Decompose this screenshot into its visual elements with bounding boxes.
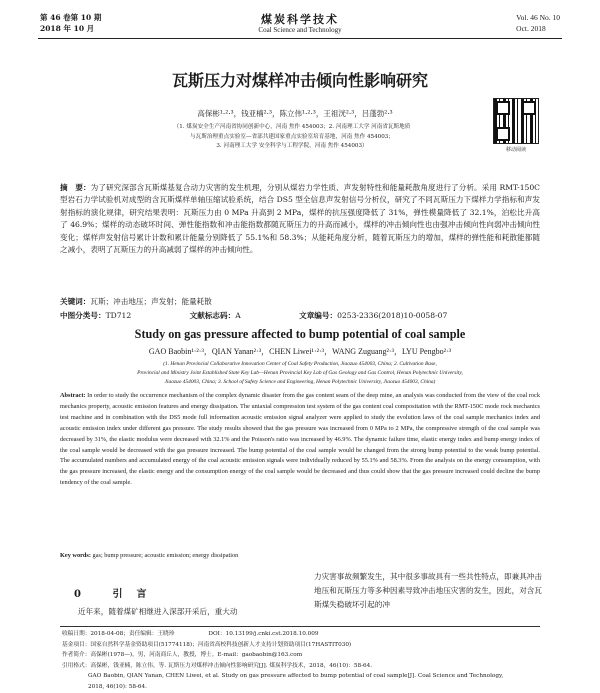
affiliation-en-line: Jiaozuo 454003, China; 3. School of Safety Science and Engineering, Henan Polytechnic University, Jiaozuo 454003, China) <box>164 379 436 385</box>
header-volume-cn: 第 46 卷第 10 期 <box>40 13 102 22</box>
funding-note: 基金项目：国家自然科学基金资助项目(51774118)；河南省高校科技创新人才支持计划资助项目(17HASTIT030) <box>62 641 352 648</box>
abstract-en-text: In order to study the occurrence mechanism of the complex dynamic disaster from the gas content seam of the deep mine, an analysis was conducted from the view of the coal rock mechanics property, acoustic emission features and energy dissipation. The uniaxial compression test system of the gas content coal compositation with the RMT-150C mode rock mechanics test machine and in combination with the DS5 mode full information acoustic emission signal analyzer were applied to study the evolution laws of the coal sample mechanics index and acoustic emission index under different gas pressure. The study results showed that the gas pressure was increased from 0 MPa to 2 MPa, the compressive strength of the coal sample was decreased by 31%, the elastic modulus were decreased with 32.1% and the Poisson's ratio was increased by 46.9%. The dynamic failure time, elastic energy index and bump energy index of the coal sample would be decreased with the gas pressure increased. The bump potential of the coal sample would be changed from the strong bump potential to the weak bump potential. The accumulated numbers and accumulated energy of the coal acoustic emission signals were individually reduced by 55.1% and 58.3%. From the analysis on the energy consumption, with the gas pressure increased, the elastic energy and the consumption energy of the coal sample would be decreased and thus could show that the gas pressure increased could decline the bump tendency of the coal sample. <box>60 392 540 487</box>
affiliation-cn-line: 与瓦斯治理重点实验室—省部共建国家重点实验室培育基地，河南 焦作 454003； <box>190 133 394 140</box>
authors-cn: 高保彬¹·²·³，钱亚楠²·³，陈立伟¹·²·³，王祖洸²·³，吕蓬勃²·³ <box>197 109 393 118</box>
clc-value: TD712 <box>105 311 132 320</box>
affiliation-en-line: Provincial and Ministry Joint Established State Key Lab—Henan Provincial Key Lab of Gas Geology and Gas Control, Henan Polytechnic University, <box>137 370 463 376</box>
header-date-cn: 2018 年 10 月 <box>40 24 95 33</box>
footnote-divider <box>60 626 540 627</box>
qr-finder-icon <box>496 101 510 115</box>
header-date-en: Oct. 2018 <box>516 24 546 33</box>
footnote-line <box>62 629 542 640</box>
header-volume-en: Vol. 46 No. 10 <box>516 13 560 22</box>
abstract-en-label: Abstract: <box>60 392 86 399</box>
received-date: 收稿日期：2018-04-08；责任编辑：王晓珍 <box>62 631 175 637</box>
abstract-en <box>60 391 540 489</box>
intro-paragraph-right: 力灾害事故频繁发生，其中很多事故具有一些共性特点，即兼具冲击地压和瓦斯压力等多种因素导致冲击地压灾害的发生，因此，对含瓦斯煤失稳破坏引起的冲 <box>314 572 542 609</box>
affiliations-en <box>62 360 538 387</box>
doc-code-label: 文献标志码： <box>189 311 236 320</box>
abstract-cn-text: 为了研究深部含瓦斯煤基复合动力灾害的发生机理，分别从煤岩力学性质、声发射特性和能量耗散角度进行了分析。采用 RMT-150C 型岩石力学试验机对成型的含瓦斯煤样单轴压缩试验系统，结合 DS5 型全信息声发射信号分析仪，研究了不同瓦斯压力下煤样力学指标和声发射指标的演化规律，研究结果表明：瓦斯压力由 0 MPa 升高到 2 MPa，煤样的抗压强度降低了 31%，弹性模量降低了 32.1%，泊松比升高了 46.9%；煤样的动态破坏时间、弹性能指数和冲击能指数都随瓦斯压力的升高而减小，煤样的冲击倾向性也由强冲击倾向性向弱冲击倾向性变化；煤样声发射信号累计计数和累计能量分别降低了 55.1%和 58.3%；从能耗角度分析，随着瓦斯压力的增加，煤样的弹性能和耗散能都随之减小，表明了瓦斯压力的升高减弱了煤样的冲击倾向性。 <box>60 183 540 255</box>
section-heading-intro <box>74 585 160 600</box>
qr-caption: 移动阅读 <box>505 147 526 153</box>
author-bio: 作者简介：高保彬(1978—)，男，河南商丘人，教授，博士。E-mail：gaobaobin@163.com <box>62 652 303 659</box>
affiliation-cn-line: 3. 河南理工大学 安全科学与工程学院，河南 焦作 454003） <box>216 143 368 149</box>
article-no-value: 0253-2336(2018)10-0058-07 <box>337 311 448 320</box>
keywords-cn-label: 关键词： <box>60 297 91 306</box>
keywords-en-text: gas; bump pressure; acoustic emission; energy dissipation <box>92 552 239 559</box>
abstract-cn-label: 摘 要： <box>60 183 91 192</box>
citation-en-line: GAO Baobin, QIAN Yanan, CHEN Liwei, et al. Study on gas pressure affected to bump potential of coal sample[J]. Coal Science and Technology, <box>88 673 504 680</box>
classification-row <box>60 310 540 321</box>
clc-label: 中图分类号： <box>60 311 106 320</box>
keywords-en <box>60 552 540 559</box>
citation-en-line: 2018, 46(10): 58-64. <box>88 683 147 690</box>
section-number: 0 <box>74 589 95 600</box>
article-no-label: 文章编号： <box>299 311 338 320</box>
qr-finder-icon <box>496 127 510 141</box>
journal-title-en: Coal Science and Technology <box>258 26 342 34</box>
article-no-field <box>299 311 475 320</box>
citation-cn: 引用格式：高保彬，钱亚楠，陈立伟，等. 瓦斯压力对煤样冲击倾向性影响研究[J]. 煤炭科学技术，2018，46(10)：58-64. <box>62 662 373 669</box>
authors-en: GAO Baobin¹·²·³，QIAN Yanan²·³，CHEN Liwei¹·²·³，WANG Zuguang²·³，LYU Pengbo²·³ <box>148 347 452 356</box>
header-divider <box>38 38 562 39</box>
abstract-cn <box>60 182 540 256</box>
header-volume-en-block <box>516 12 560 34</box>
journal-title-cn: 煤炭科学技术 <box>261 13 339 26</box>
keywords-en-label: Key words: <box>60 552 91 559</box>
doc-code-value: A <box>235 311 241 320</box>
affiliation-en-line: (1. Henan Provincial Collaborative Innovation Center of Coal Safety Production, Jiaozuo 454003, China; 2. Cultivation Base, <box>163 361 437 367</box>
doi-text[interactable]: DOI：10.13199/j.cnki.cst.2018.10.009 <box>208 631 319 637</box>
keywords-cn-text: 瓦斯；冲击地压；声发射；能量耗散 <box>90 297 212 306</box>
affiliations-cn <box>112 123 472 152</box>
clc-field <box>60 311 159 320</box>
affiliation-cn-line: （1. 煤炭安全生产河南省协同创新中心，河南 焦作 454003；2. 河南理工大学 河南省瓦斯地质 <box>173 124 411 130</box>
qr-code-icon[interactable] <box>493 98 539 144</box>
doc-code-field <box>190 311 269 320</box>
qr-finder-icon <box>522 101 536 115</box>
paper-title-cn: 瓦斯压力对煤样冲击倾向性影响研究 <box>171 71 428 90</box>
section-title: 引言 <box>112 589 161 600</box>
intro-paragraph-left: 近年来，随着煤矿相继进入深部开采后，重大动 <box>78 607 238 616</box>
keywords-cn <box>60 296 540 307</box>
paper-title-en: Study on gas pressure affected to bump potential of coal sample <box>134 327 466 341</box>
footnotes <box>62 629 542 693</box>
